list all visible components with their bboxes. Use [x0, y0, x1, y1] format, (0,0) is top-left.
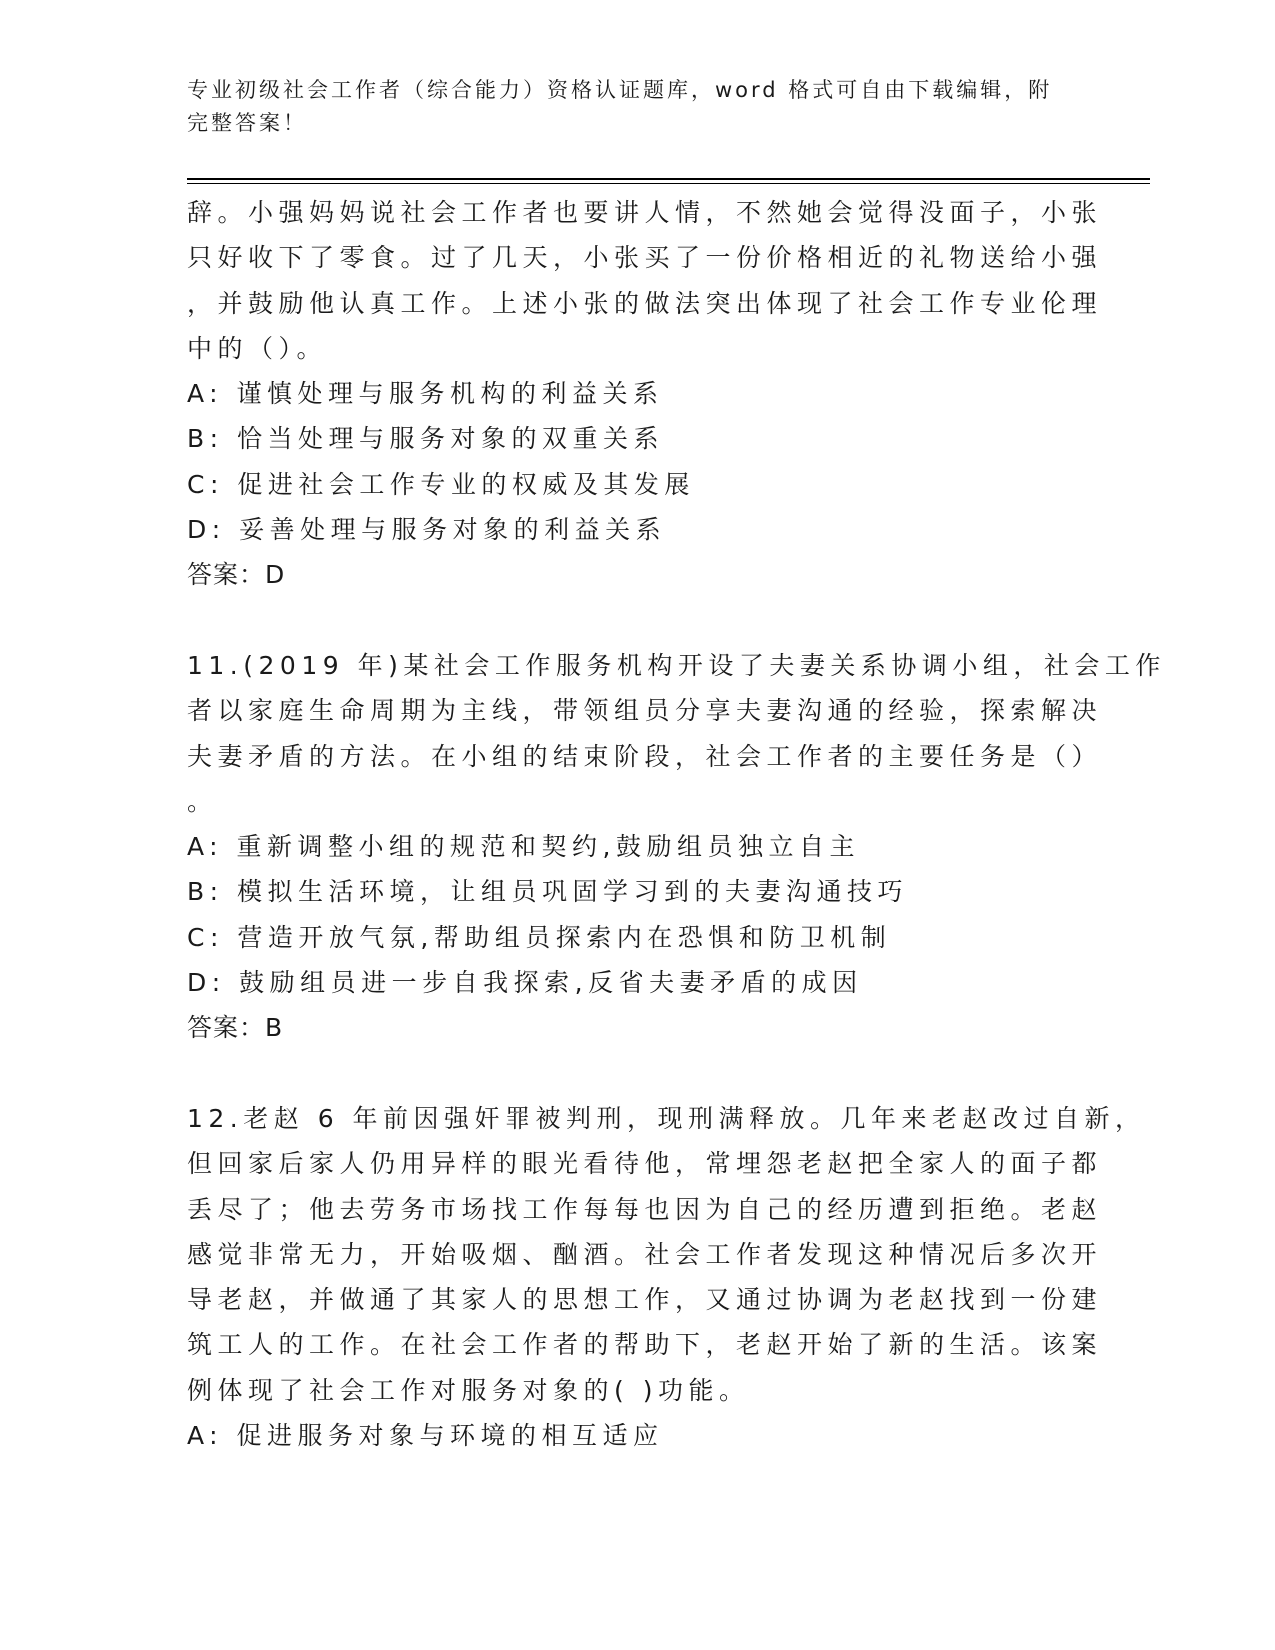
option-c: C: 促进社会工作专业的权威及其发展: [187, 469, 695, 499]
question-stem-line: 者以家庭生命周期为主线，带领组员分享夫妻沟通的经验，探索解决: [187, 696, 1103, 726]
question-stem-line: 只好收下了零食。过了几天，小张买了一份价格相近的礼物送给小强: [187, 243, 1103, 273]
answer-label: 答案：B: [187, 1013, 284, 1043]
header-rule: [187, 178, 1150, 180]
option-a: A: 谨慎处理与服务机构的利益关系: [187, 379, 664, 409]
question-stem-line: 11.(2019 年)某社会工作服务机构开设了夫妻关系协调小组，社会工作: [187, 650, 1166, 680]
option-c: C: 营造开放气氛,帮助组员探索内在恐惧和防卫机制: [187, 922, 892, 952]
answer-label: 答案：D: [187, 560, 286, 590]
question-stem-line: 中的（）。: [187, 333, 328, 363]
question-stem-line: 丢尽了；他去劳务市场找工作每每也因为自己的经历遭到拒绝。老赵: [187, 1194, 1103, 1224]
question-stem-line: 例体现了社会工作对服务对象的( )功能。: [187, 1375, 750, 1405]
question-stem-line: 但回家后家人仍用异样的眼光看待他，常埋怨老赵把全家人的面子都: [187, 1149, 1103, 1179]
question-content: [187, 190, 1166, 1458]
question-stem-line: 导老赵，并做通了其家人的思想工作，又通过协调为老赵找到一份建: [187, 1285, 1103, 1315]
header-title: 专业初级社会工作者（综合能力）资格认证题库，word 格式可自由下载编辑，附完整答案！: [187, 78, 1053, 135]
question-stem-line: 辞。小强妈妈说社会工作者也要讲人情，不然她会觉得没面子，小张: [187, 198, 1103, 227]
question-stem-line: 筑工人的工作。在社会工作者的帮助下，老赵开始了新的生活。该案: [187, 1330, 1103, 1360]
question-stem-line: 12.老赵 6 年前因强奸罪被判刑，现刑满释放。几年来老赵改过自新，: [187, 1103, 1146, 1133]
option-a: A: 重新调整小组的规范和契约,鼓励组员独立自主: [187, 832, 860, 862]
question-10: [187, 190, 1103, 598]
spacer: [187, 1051, 1087, 1096]
header-rule-thin: [187, 183, 1150, 184]
question-stem-line: ，并鼓励他认真工作。上述小张的做法突出体现了社会工作专业伦理: [187, 288, 1103, 318]
option-d: D: 妥善处理与服务对象的利益关系: [187, 515, 667, 545]
question-stem-line: 。: [187, 786, 218, 816]
question-stem-line: 夫妻矛盾的方法。在小组的结束阶段，社会工作者的主要任务是（）: [187, 741, 1103, 771]
spacer: [187, 598, 1087, 643]
option-b: B: 模拟生活环境，让组员巩固学习到的夫妻沟通技巧: [187, 877, 909, 907]
option-a: A: 促进服务对象与环境的相互适应: [187, 1421, 664, 1451]
option-d: D: 鼓励组员进一步自我探索,反省夫妻矛盾的成因: [187, 968, 863, 998]
option-b: B: 恰当处理与服务对象的双重关系: [187, 424, 665, 454]
question-12: [187, 1096, 1146, 1458]
document-header: [187, 74, 1067, 140]
question-11: [187, 643, 1166, 1051]
question-stem-line: 感觉非常无力，开始吸烟、酗酒。社会工作者发现这种情况后多次开: [187, 1239, 1103, 1269]
